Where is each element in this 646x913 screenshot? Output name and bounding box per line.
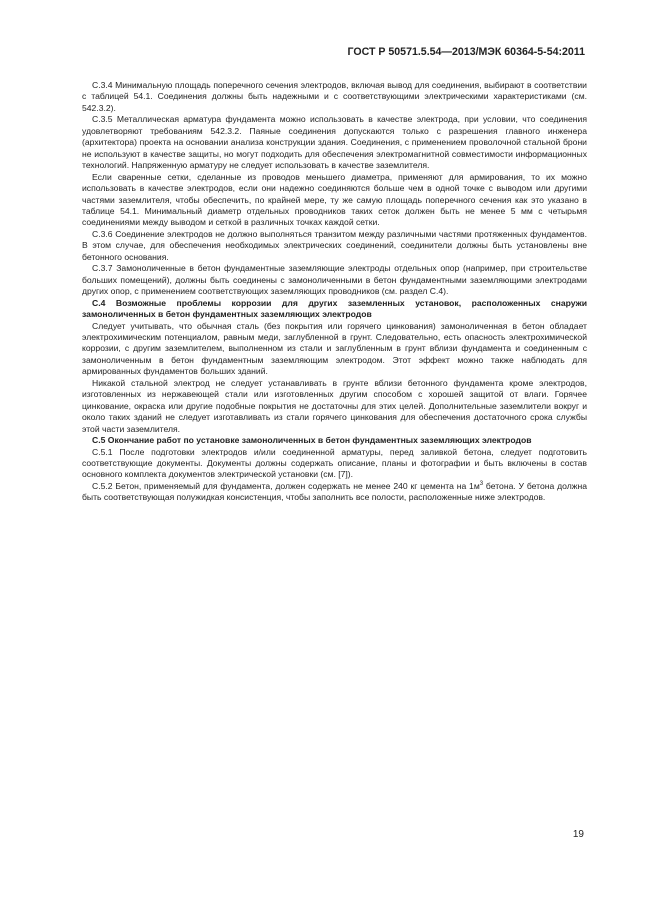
document-header: ГОСТ Р 50571.5.54—2013/МЭК 60364-5-54:2011 [347, 46, 585, 58]
paragraph-welded-mesh: Если сваренные сетки, сделанные из проводов меньшего диаметра, применяют для армирования, то их можно использовать в качестве электродов, если они надежно соединяются больше чем в одной точке с выводом или другими частями заземлителя, чтобы обеспечить, по крайней мере, ту же самую площадь поперечного сечения как это указано в таблице 54.1. Минимальный диаметр отдельных проводников таких сеток должен быть не менее 5 мм с четырьмя соединениями между выводом и сеткой в различных точках каждой сетки. [82, 171, 587, 228]
paragraph-corrosion-steel: Следует учитывать, что обычная сталь (без покрытия или горячего цинкования) замоноличенная в бетон обладает электрохимическим потенциалом, равным меди, заглубленной в грунт. Следовательно, есть опасность электрохимической коррозии, с другим заземлителем, выполненном из стали и заглубленным в грунт вблизи фундамента и соединенным с замоноличенным в бетон фундаментным заземляющим электродом. Этот эффект можно также наблюдать для армированных фундаментов больших зданий. [82, 320, 587, 377]
paragraph-c-3-5: С.3.5 Металлическая арматура фундамента можно использовать в качестве электрода, при условии, что соединения удовлетворяют требованиям 542.3.2. Паяные соединения допускаются только с разрешения главного инженера (архитектора) проекта на основании анализа конструкции здания. Соединения, с применением проволочной стальной брони не используют в качестве защиты, но могут подходить для обеспечения электромагнитной совместимости информационных технологий. Напряженную арматуру не следует использовать в качестве заземлителя. [82, 114, 587, 171]
paragraph-c-5-2 [82, 481, 587, 504]
paragraph-c-5-2-start: С.5.2 Бетон, применяемый для фундамента, должен содержать не менее 240 кг цемента на 1м [92, 480, 480, 491]
paragraph-c-3-7: С.3.7 Замоноличенные в бетон фундаментные заземляющие электроды отдельных опор (например, при строительстве больших помещений), должны быть соединены с замоноличенными в бетон фундаментными заземляющими электродами других опор, с применением соответствующих заземляющих проводников (см. раздел С.4). [82, 263, 587, 297]
paragraph-steel-electrode: Никакой стальной электрод не следует устанавливать в грунте вблизи бетонного фундамента кроме электродов, изготовленных из нержавеющей стали или изготовленных другим способом с хорошей защитой от влаги. Горячее цинкование, окраска или другие подобные покрытия не достаточны для этих целей. Дополнительные заземлители вокруг и около таких зданий не следует изготавливать из стали горячего цинкования для обеспечения достаточного срока службы этой части заземлителя. [82, 377, 587, 434]
superscript-cubic: 3 [479, 481, 484, 487]
paragraph-c-5-2-end: бетона. У бетона должна быть соответствующая полужидкая консистенция, чтобы заполнить все полости, расположенные ниже электродов. [82, 480, 587, 503]
section-heading-c-5: С.5 Окончание работ по установке замоноличенных в бетон фундаментных заземляющих электродов [92, 435, 532, 446]
section-heading-c-4: С.4 Возможные проблемы коррозии для других заземленных установок, расположенных снаружи замоноличенных в бетон фундаментных заземляющих электродов [82, 297, 587, 320]
paragraph-c-3-6: С.3.6 Соединение электродов не должно выполняться транзитом между различными частями протяженных фундаментов. В этом случае, для обеспечения необходимых электрических соединений, соединители должны быть установлены вне бетонного основания. [82, 228, 587, 262]
page-number: 19 [572, 829, 584, 840]
paragraph-c-5-1: С.5.1 После подготовки электродов и/или соединенной арматуры, перед заливкой бетона, следует подготовить соответствующие документы. Документы должны содержать описание, планы и фотографии и быть включены в состав основного комплекта документов электрической установки (см. [7]). [82, 446, 587, 480]
document-body [82, 80, 587, 504]
paragraph-c-3-4: С.3.4 Минимальную площадь поперечного сечения электродов, включая вывод для соединения, выбирают в соответствии с таблицей 54.1. Соединения должны быть надежными и с соответствующими электрическими характеристиками (см. 542.3.2). [82, 80, 587, 113]
